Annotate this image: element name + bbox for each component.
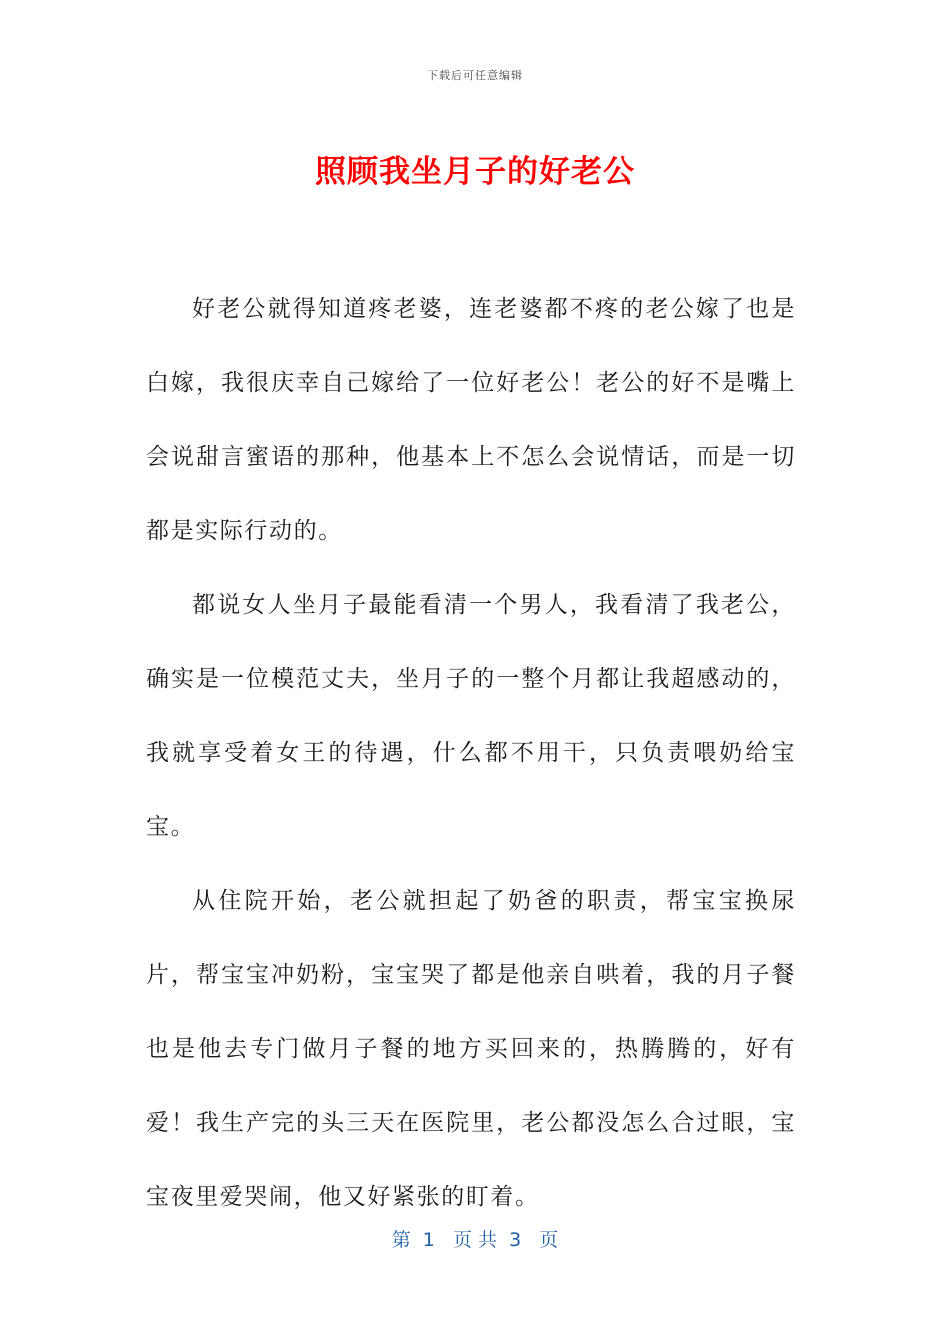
header-note: 下载后可任意编辑 (427, 69, 523, 82)
paragraph-3: 从住院开始，老公就担起了奶爸的职责，帮宝宝换尿片，帮宝宝冲奶粉，宝宝哭了都是他亲自哄着，我的月子餐也是他去专门做月子餐的地方买回来的，热腾腾的，好有爱！我生产完的头三天在医院里，老公都没怎么合过眼，宝宝夜里爱哭闹，他又好紧张的盯着。 (146, 888, 796, 1210)
paragraph-1: 好老公就得知道疼老婆，连老婆都不疼的老公嫁了也是白嫁，我很庆幸自己嫁给了一位好老公！老公的好不是嘴上会说甜言蜜语的那种，他基本上不怎么会说情话，而是一切都是实际行动的。 (146, 296, 796, 544)
page-indicator: 第 1 页 共 3 页 (391, 1229, 559, 1251)
paragraph-2: 都说女人坐月子最能看清一个男人，我看清了我老公，确实是一位模范丈夫，坐月子的一整个月都让我超感动的，我就享受着女王的待遇，什么都不用干，只负责喂奶给宝宝。 (146, 592, 796, 840)
document-title: 照顾我坐月子的好老公 (315, 154, 635, 190)
document-body (146, 272, 796, 1234)
